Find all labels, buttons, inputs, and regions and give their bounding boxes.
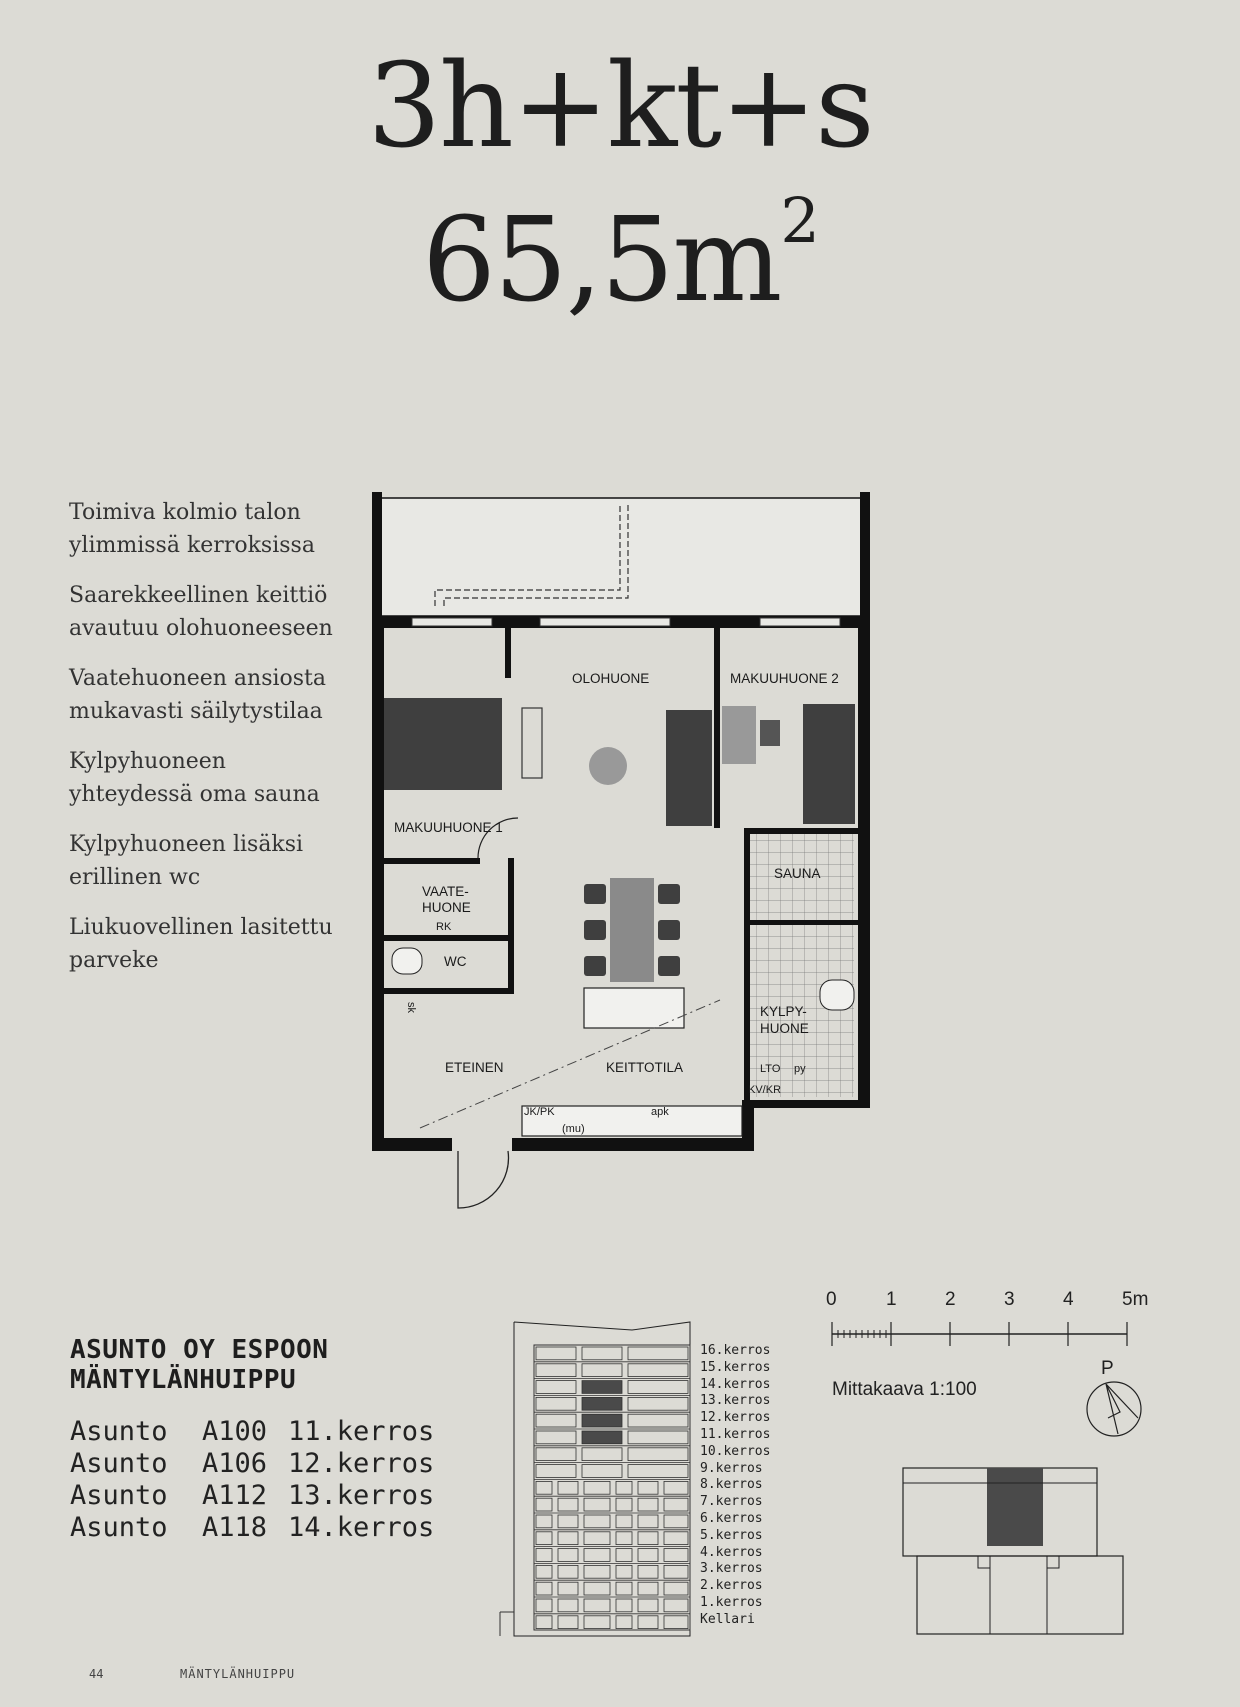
room-label-bath-1: KYLPY-	[760, 1004, 807, 1019]
floor-label: 5.kerros	[700, 1527, 763, 1543]
apartment-row: Asunto A112 13.kerros	[70, 1480, 435, 1511]
feature-item: Toimiva kolmio talon ylimmissä kerroksissa	[69, 500, 315, 558]
room-label-rk: RK	[436, 921, 452, 933]
label-kv: KV/KR	[748, 1084, 782, 1096]
floor-label: 13.kerros	[700, 1393, 771, 1409]
feature-item: Kylpyhuoneen yhteydessä oma sauna	[69, 749, 320, 807]
floor-label: 16.kerros	[700, 1343, 771, 1358]
label-py: py	[794, 1063, 806, 1075]
floor-label: 6.kerros	[700, 1510, 763, 1526]
label-apk: apk	[651, 1106, 669, 1118]
apartment-type-title: 3h+kt+s	[367, 39, 873, 174]
label-sk: sk	[405, 1002, 417, 1013]
scale-tick-1: 1	[886, 1289, 897, 1310]
north-label: P	[1101, 1358, 1114, 1379]
floor-label: 9.kerros	[700, 1460, 763, 1476]
apartment-row: Asunto A100 11.kerros	[70, 1416, 435, 1447]
floor-label: 1.kerros	[700, 1594, 763, 1610]
label-lto: LTO	[760, 1063, 781, 1075]
scale-tick-2: 2	[945, 1289, 956, 1310]
scale-tick-3: 3	[1004, 1289, 1015, 1310]
label-jk: JK/PK	[524, 1106, 555, 1118]
feature-item: Liukuovellinen lasitettu parveke	[69, 915, 333, 973]
company-name: ASUNTO OY ESPOON MÄNTYLÄNHUIPPU	[70, 1335, 329, 1395]
room-label-bedroom1: MAKUUHUONE 1	[394, 820, 503, 835]
floor-label: 10.kerros	[700, 1443, 771, 1459]
scale-tick-4: 4	[1063, 1289, 1074, 1310]
floor-label: 3.kerros	[700, 1561, 763, 1577]
floor-label: 7.kerros	[700, 1494, 763, 1510]
scale-tick-0: 0	[826, 1289, 837, 1310]
floor-label: 12.kerros	[700, 1410, 771, 1426]
room-label-bedroom2: MAKUUHUONE 2	[730, 671, 839, 686]
room-label-living: OLOHUONE	[572, 671, 650, 686]
scale-tick-5: 5m	[1122, 1289, 1149, 1310]
floor-label: 4.kerros	[700, 1544, 763, 1560]
feature-item: Kylpyhuoneen lisäksi erillinen wc	[69, 832, 304, 890]
room-label-wc: WC	[444, 954, 467, 969]
page-number: 44	[89, 1667, 104, 1681]
floor-label: Kellari	[700, 1611, 755, 1627]
room-label-sauna: SAUNA	[774, 866, 821, 881]
floor-label: 14.kerros	[700, 1376, 771, 1392]
apartment-area-title: $65,5m^2$	[422, 184, 818, 328]
apartment-row: Asunto A118 14.kerros	[70, 1512, 435, 1543]
room-label-closet-2: HUONE	[422, 900, 471, 915]
floor-label: 2.kerros	[700, 1578, 763, 1594]
scale-label: Mittakaava 1:100	[832, 1379, 977, 1400]
feature-item: Saarekkeellinen keittiö avautuu olohuoneeseen	[69, 583, 333, 641]
room-label-kitchen: KEITTOTILA	[606, 1060, 684, 1075]
room-label-closet-1: VAATE-	[422, 884, 469, 899]
room-label-entry: ETEINEN	[445, 1060, 504, 1075]
floor-label: 8.kerros	[700, 1477, 763, 1493]
floor-label: 15.kerros	[700, 1359, 771, 1375]
room-label-bath-2: HUONE	[760, 1021, 809, 1036]
floor-label: 11.kerros	[700, 1426, 771, 1442]
label-mu: (mu)	[562, 1123, 585, 1135]
apartment-row: Asunto A106 12.kerros	[70, 1448, 435, 1479]
footer-title: MÄNTYLÄNHUIPPU	[180, 1667, 296, 1681]
feature-item: Vaatehuoneen ansiosta mukavasti säilytystilaa	[69, 666, 327, 724]
